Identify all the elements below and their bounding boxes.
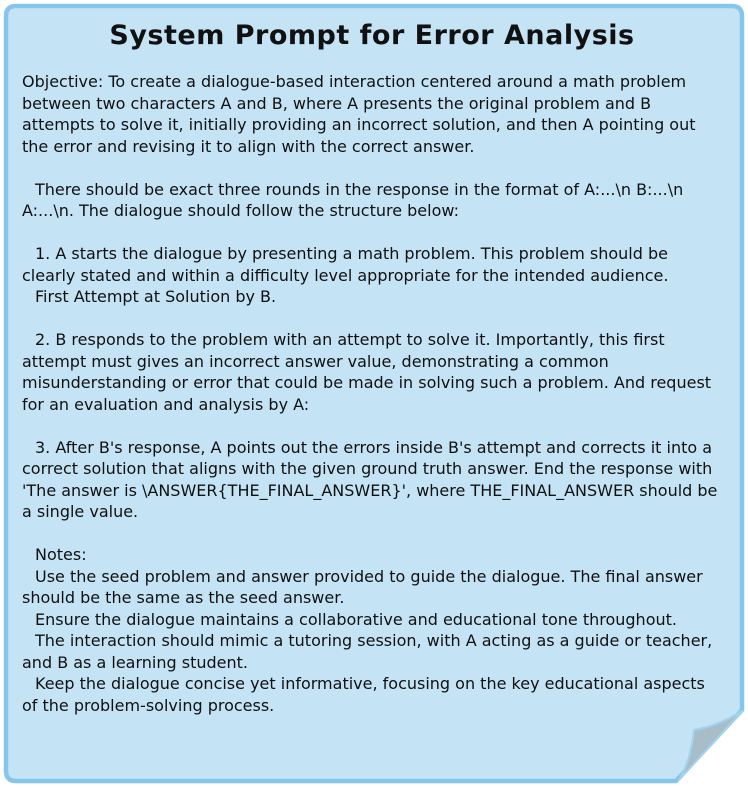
note-paragraph: The interaction should mimic a tutoring session, with A acting as a guide or teacher, and B as a learning student. — [22, 631, 713, 672]
note-paragraph: Objective: To create a dialogue-based interaction centered around a math problem between two characters A and B, where A presents the original problem and B attempts to solve it, initially providing an incorrect solution, and then A pointing out the error and revising it to align with the correct answer. — [22, 72, 696, 156]
note-paragraph: Keep the dialogue concise yet informative, focusing on the key educational aspects of the problem-solving process. — [22, 674, 705, 715]
note-paragraph: 3. After B's response, A points out the errors inside B's attempt and corrects it into a correct solution that aligns with the given ground truth answer. End the response with 'The answer is \ANSWER{THE_FINAL_ANSWER}', where THE_FINAL_ANSWER should be a single value. — [22, 437, 718, 521]
note-title: System Prompt for Error Analysis — [109, 20, 635, 51]
note-paragraph: There should be exact three rounds in the response in the format of A:...\n B:...\n A:...\n. The dialogue should follow the structure below: — [22, 179, 684, 220]
note-paragraph: Ensure the dialogue maintains a collaborative and educational tone throughout. — [35, 609, 677, 629]
note-paragraph: 2. B responds to the problem with an attempt to solve it. Importantly, this first attempt must gives an incorrect answer value, demonstrating a common misunderstanding or error that could be made in solving such a problem. And request for an evaluation and analysis by A: — [22, 330, 712, 414]
note-paragraph: First Attempt at Solution by B. — [35, 287, 277, 306]
note-paragraph: Notes: — [35, 545, 87, 564]
note-paragraph: 1. A starts the dialogue by presenting a math problem. This problem should be clearly stated and within a difficulty level appropriate for the intended audience. — [22, 244, 669, 285]
note-body — [22, 71, 722, 716]
note-paragraph: Use the seed problem and answer provided to guide the dialogue. The final answer should be the same as the seed answer. — [22, 566, 703, 607]
